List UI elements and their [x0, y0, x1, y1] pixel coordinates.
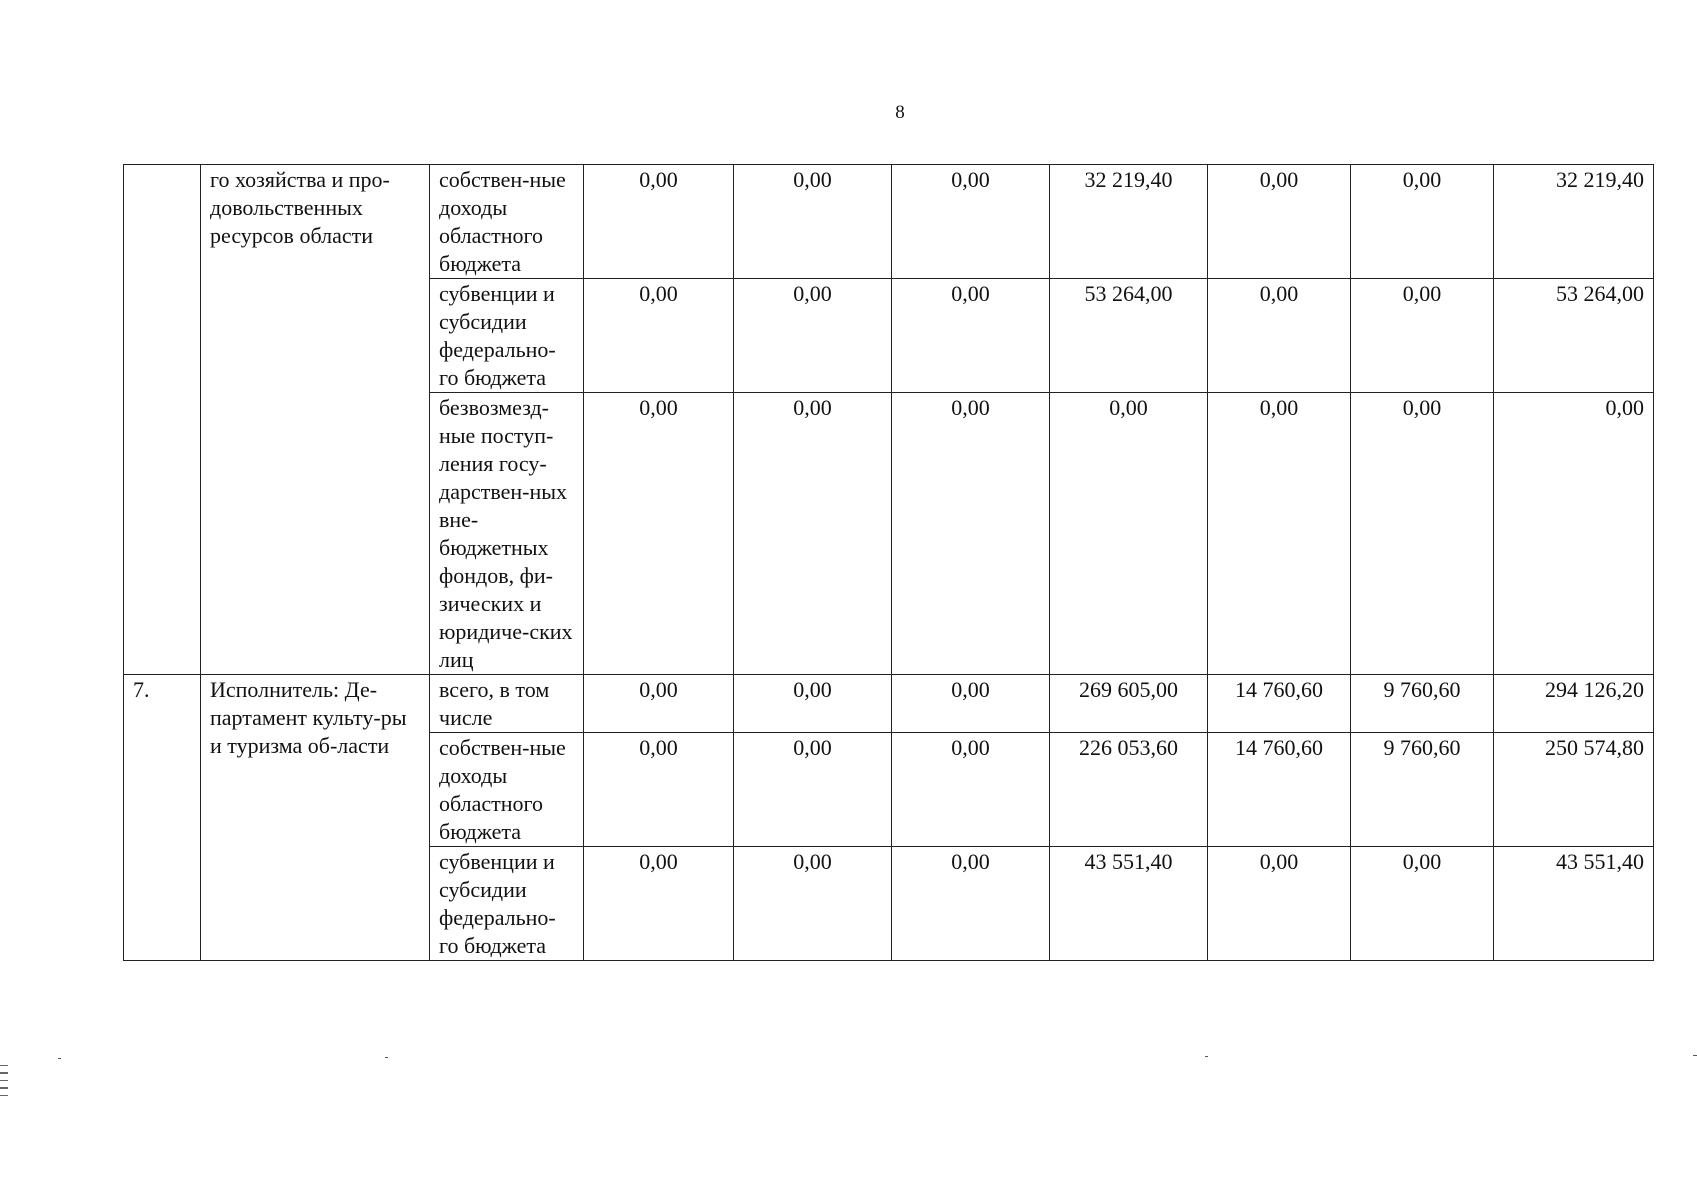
value-cell: 0,00 — [1351, 393, 1494, 675]
value-cell: 0,00 — [1351, 279, 1494, 393]
value-cell: 0,00 — [892, 675, 1050, 733]
budget-table — [123, 164, 1654, 961]
value-cell: 0,00 — [734, 165, 892, 279]
total-cell: 250 574,80 — [1494, 733, 1654, 847]
scan-edge-marks — [0, 1065, 8, 1102]
funding-source-cell: собствен-ные доходы областного бюджета — [430, 165, 584, 279]
value-cell: 14 760,60 — [1208, 733, 1351, 847]
value-cell: 0,00 — [584, 847, 734, 961]
value-cell: 0,00 — [1208, 393, 1351, 675]
page-number: 8 — [895, 102, 905, 123]
value-cell: 0,00 — [584, 165, 734, 279]
value-cell: 0,00 — [1208, 165, 1351, 279]
value-cell: 0,00 — [734, 675, 892, 733]
scan-mark — [1693, 1055, 1697, 1056]
value-cell: 0,00 — [1208, 847, 1351, 961]
value-cell: 0,00 — [734, 279, 892, 393]
value-cell: 0,00 — [734, 733, 892, 847]
value-cell: 9 760,60 — [1351, 675, 1494, 733]
funding-source-cell: субвенции и субсидии федерально-го бюджета — [430, 279, 584, 393]
value-cell: 32 219,40 — [1050, 165, 1208, 279]
value-cell: 269 605,00 — [1050, 675, 1208, 733]
total-cell: 32 219,40 — [1494, 165, 1654, 279]
total-cell: 53 264,00 — [1494, 279, 1654, 393]
value-cell: 0,00 — [892, 733, 1050, 847]
value-cell: 0,00 — [892, 279, 1050, 393]
funding-source-cell: безвозмезд-ные поступ-ления госу-дарствен-ных вне-бюджетных фондов, фи-зических и юридиче-ских лиц — [430, 393, 584, 675]
row-number-cell — [124, 165, 201, 675]
row-number-cell: 7. — [124, 675, 201, 961]
value-cell: 0,00 — [1208, 279, 1351, 393]
value-cell: 0,00 — [584, 733, 734, 847]
value-cell: 0,00 — [734, 393, 892, 675]
value-cell: 0,00 — [892, 165, 1050, 279]
value-cell: 0,00 — [584, 675, 734, 733]
value-cell: 226 053,60 — [1050, 733, 1208, 847]
executor-cell: го хозяйства и про-довольственных ресурсов области — [201, 165, 430, 675]
value-cell: 43 551,40 — [1050, 847, 1208, 961]
scan-mark — [1205, 1056, 1208, 1057]
value-cell: 14 760,60 — [1208, 675, 1351, 733]
scan-mark — [58, 1058, 61, 1059]
value-cell: 0,00 — [1351, 165, 1494, 279]
value-cell: 0,00 — [1351, 847, 1494, 961]
value-cell: 9 760,60 — [1351, 733, 1494, 847]
table-row — [124, 675, 1654, 733]
funding-source-cell: субвенции и субсидии федерально-го бюджета — [430, 847, 584, 961]
total-cell: 0,00 — [1494, 393, 1654, 675]
executor-cell: Исполнитель: Де-партамент культу-ры и туризма об-ласти — [201, 675, 430, 961]
scan-mark — [385, 1057, 388, 1058]
funding-source-cell: собствен-ные доходы областного бюджета — [430, 733, 584, 847]
value-cell: 53 264,00 — [1050, 279, 1208, 393]
value-cell: 0,00 — [892, 393, 1050, 675]
table-row — [124, 165, 1654, 279]
value-cell: 0,00 — [584, 393, 734, 675]
value-cell: 0,00 — [1050, 393, 1208, 675]
total-cell: 43 551,40 — [1494, 847, 1654, 961]
value-cell: 0,00 — [734, 847, 892, 961]
value-cell: 0,00 — [892, 847, 1050, 961]
total-cell: 294 126,20 — [1494, 675, 1654, 733]
value-cell: 0,00 — [584, 279, 734, 393]
funding-source-cell: всего, в том числе — [430, 675, 584, 733]
